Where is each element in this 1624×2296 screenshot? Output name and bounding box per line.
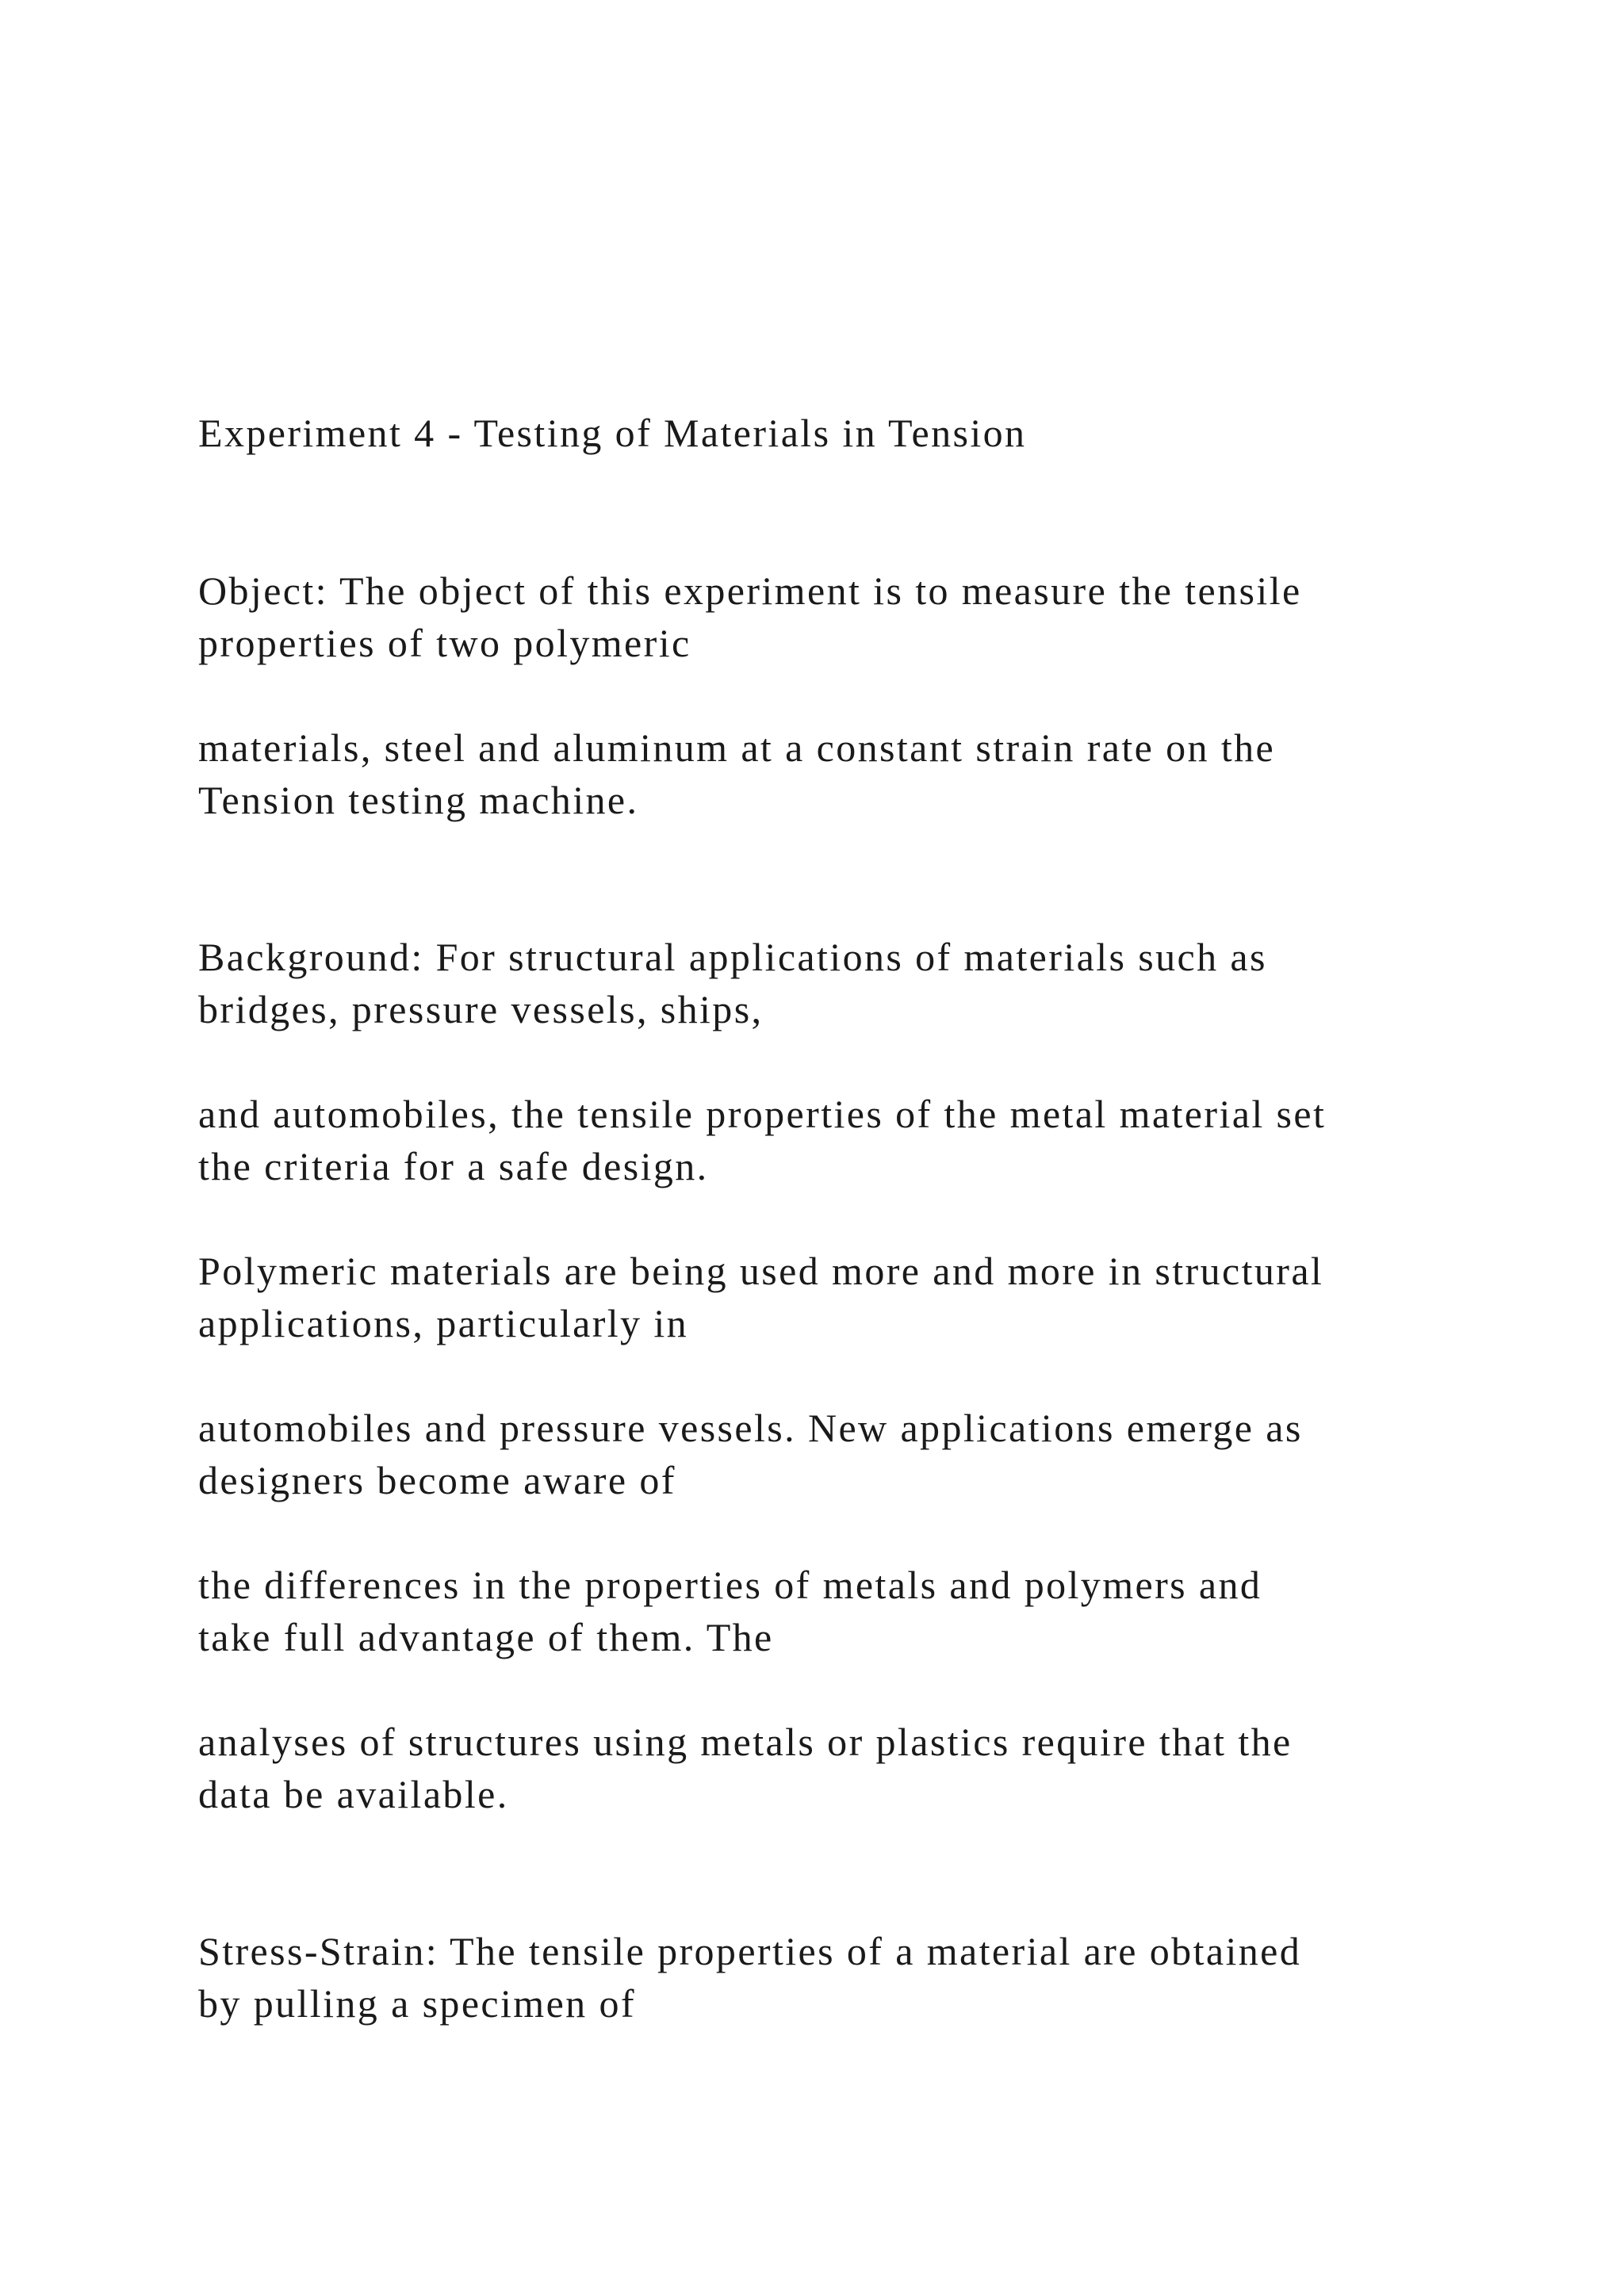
background-paragraph-line-8: designers become aware of bbox=[198, 1458, 676, 1502]
background-paragraph-line-4: the criteria for a safe design. bbox=[198, 1144, 709, 1188]
background-paragraph-line-9: the differences in the properties of metals and polymers and bbox=[198, 1563, 1262, 1607]
background-paragraph-line-10: take full advantage of them. The bbox=[198, 1615, 774, 1659]
background-paragraph-line-11: analyses of structures using metals or plastics require that the bbox=[198, 1720, 1293, 1764]
stress-strain-paragraph-line-1: Stress-Strain: The tensile properties of a material are obtained bbox=[198, 1929, 1302, 1973]
background-paragraph-line-7: automobiles and pressure vessels. New applications emerge as bbox=[198, 1406, 1303, 1450]
stress-strain-paragraph-line-2: by pulling a specimen of bbox=[198, 1981, 636, 2026]
background-paragraph-line-12: data be available. bbox=[198, 1772, 509, 1816]
background-paragraph-line-2: bridges, pressure vessels, ships, bbox=[198, 987, 764, 1031]
object-paragraph-line-2: properties of two polymeric bbox=[198, 621, 691, 665]
object-paragraph-line-4: Tension testing machine. bbox=[198, 778, 639, 822]
background-paragraph-line-6: applications, particularly in bbox=[198, 1301, 689, 1345]
background-paragraph-line-5: Polymeric materials are being used more and more in structural bbox=[198, 1249, 1324, 1293]
background-paragraph-line-3: and automobiles, the tensile properties of the metal material set bbox=[198, 1092, 1327, 1136]
background-paragraph-line-1: Background: For structural applications of materials such as bbox=[198, 935, 1267, 979]
document-title: Experiment 4 - Testing of Materials in Tension bbox=[198, 411, 1027, 455]
object-paragraph-line-3: materials, steel and aluminum at a constant strain rate on the bbox=[198, 725, 1276, 770]
object-paragraph-line-1: Object: The object of this experiment is to measure the tensile bbox=[198, 568, 1302, 613]
